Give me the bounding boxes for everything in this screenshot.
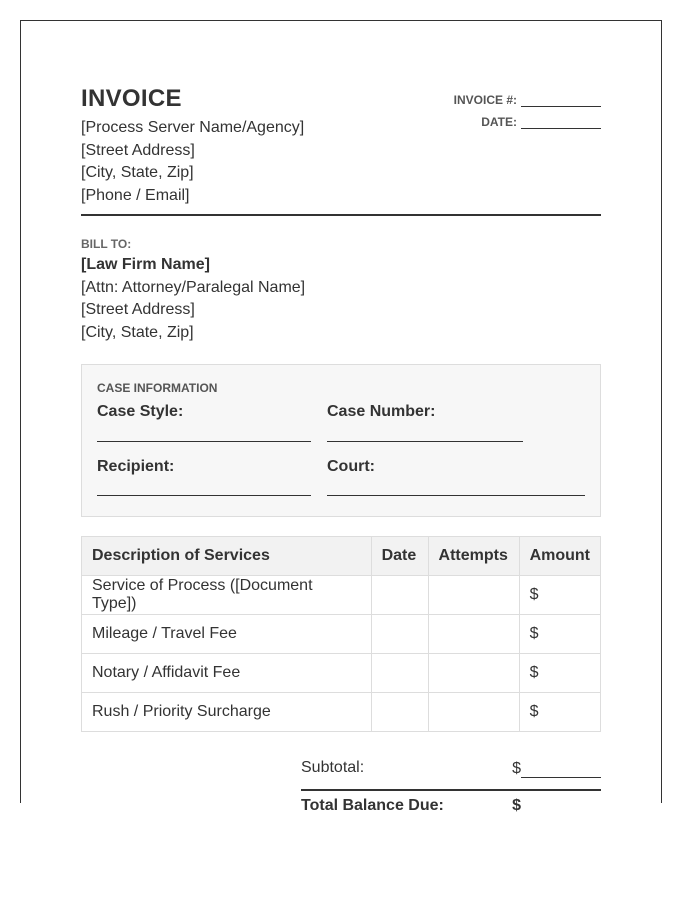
case-information-box (81, 364, 601, 517)
column-header-description: Description of Services (82, 537, 372, 576)
service-attempts[interactable] (428, 693, 519, 732)
invoice-number-label: INVOICE #: (453, 93, 517, 107)
case-style-label: Case Style: (97, 403, 184, 420)
bill-to-line: [Street Address] (81, 301, 195, 318)
invoice-meta (381, 85, 601, 129)
invoice-number-field[interactable] (521, 92, 601, 107)
total-divider (301, 789, 601, 791)
invoice-title: INVOICE (81, 85, 182, 112)
bill-to-firm: [Law Firm Name] (81, 256, 210, 273)
service-attempts[interactable] (428, 615, 519, 654)
total-balance-currency: $ (512, 797, 521, 814)
sender-line: [Phone / Email] (81, 186, 190, 204)
subtotal-field[interactable] (521, 759, 601, 778)
table-row (82, 615, 601, 654)
service-description: Service of Process ([Document Type]) (82, 576, 372, 615)
court-field[interactable] (327, 495, 585, 496)
column-header-date: Date (371, 537, 428, 576)
bill-to-line: [Attn: Attorney/Paralegal Name] (81, 278, 306, 296)
sender-line: [Process Server Name/Agency] (81, 119, 305, 136)
service-attempts[interactable] (428, 576, 519, 615)
column-header-attempts: Attempts (428, 537, 519, 576)
sender-address (81, 117, 304, 207)
table-header-row (82, 537, 601, 576)
service-amount[interactable]: $ (519, 693, 600, 732)
sender-line: [Street Address] (81, 141, 195, 159)
service-amount[interactable]: $ (519, 615, 600, 654)
case-information-heading: CASE INFORMATION (97, 381, 218, 395)
header-divider (81, 214, 601, 216)
subtotal-label: Subtotal: (301, 759, 365, 776)
service-attempts[interactable] (428, 654, 519, 693)
service-date[interactable] (371, 615, 428, 654)
table-row (82, 693, 601, 732)
invoice-date-field[interactable] (521, 114, 601, 129)
invoice-date-row (381, 107, 601, 129)
recipient-field[interactable] (97, 495, 311, 496)
column-header-amount: Amount (519, 537, 600, 576)
bill-to-label: BILL TO: (81, 237, 132, 251)
invoice-sheet (20, 20, 662, 814)
invoice-date-label: DATE: (481, 115, 517, 129)
case-style-field[interactable] (97, 441, 311, 442)
service-date[interactable] (371, 693, 428, 732)
service-amount[interactable]: $ (519, 654, 600, 693)
service-description: Rush / Priority Surcharge (82, 693, 372, 732)
case-number-label: Case Number: (327, 403, 436, 420)
total-balance-label: Total Balance Due: (301, 797, 444, 814)
invoice-number-row (381, 85, 601, 107)
sender-line: [City, State, Zip] (81, 164, 194, 181)
service-description: Mileage / Travel Fee (82, 615, 372, 654)
bill-to-line: [City, State, Zip] (81, 323, 194, 341)
subtotal-value (512, 759, 601, 778)
service-date[interactable] (371, 654, 428, 693)
subtotal-currency: $ (512, 760, 521, 777)
service-description: Notary / Affidavit Fee (82, 654, 372, 693)
bill-to-address (81, 254, 305, 344)
recipient-label: Recipient: (97, 458, 175, 475)
case-number-field[interactable] (327, 441, 523, 442)
service-amount[interactable]: $ (519, 576, 600, 615)
court-label: Court: (327, 458, 375, 475)
service-date[interactable] (371, 576, 428, 615)
services-table (81, 536, 601, 732)
table-row (82, 654, 601, 693)
table-row (82, 576, 601, 615)
